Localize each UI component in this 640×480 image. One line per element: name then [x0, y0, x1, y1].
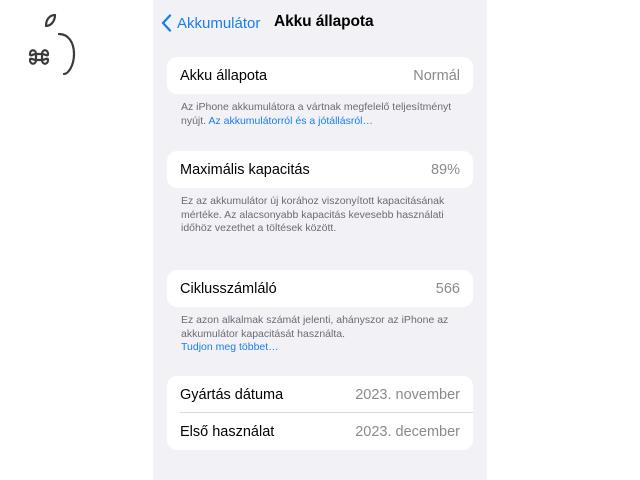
battery-warranty-link[interactable]: Az akkumulátorról és a jótállásról…: [208, 114, 374, 127]
first-use-row: [167, 413, 473, 450]
first-use-value: 2023. december: [355, 423, 460, 440]
first-use-label: Első használat: [180, 423, 275, 440]
max-capacity-footer: Ez az akkumulátor új korához viszonyított kapacitásának mértéke. Az alacsonyabb kapacitás kevesebb használati időhöz vezethet a töltések között.: [181, 195, 445, 235]
battery-health-footer-text: Az iPhone akkumulátora a vártnak megfelelő teljesítményt nyújt.: [181, 101, 452, 127]
chevron-left-icon: [161, 14, 172, 32]
navigation-bar: [153, 0, 487, 44]
back-button-label: Akkumulátor: [177, 14, 261, 32]
max-capacity-label: Maximális kapacitás: [180, 161, 310, 178]
max-capacity-row: [167, 151, 473, 188]
battery-health-card: [167, 57, 473, 94]
page-title: Akku állapota: [274, 13, 374, 30]
battery-health-label: Akku állapota: [180, 67, 268, 84]
max-capacity-value: 89%: [430, 161, 460, 178]
dates-card: [167, 376, 473, 450]
back-button[interactable]: [161, 12, 260, 34]
cycle-count-value: 566: [435, 280, 460, 297]
cycle-count-row: [167, 270, 473, 307]
battery-health-value: Normál: [413, 67, 460, 84]
battery-health-row: [167, 57, 473, 94]
learn-more-link[interactable]: Tudjon meg többet…: [181, 341, 279, 354]
cycle-count-label: Ciklusszámláló: [180, 280, 277, 297]
apple-command-logo-icon: [20, 12, 80, 82]
cycle-count-footer: [181, 314, 471, 355]
cycle-count-card: [167, 270, 473, 307]
manufacture-date-row: [167, 376, 473, 413]
manufacture-date-label: Gyártás dátuma: [180, 386, 284, 403]
max-capacity-card: [167, 151, 473, 188]
settings-screen: [153, 0, 487, 480]
manufacture-date-value: 2023. november: [355, 386, 460, 403]
battery-health-footer: [181, 101, 471, 128]
cycle-count-footer-text: Ez azon alkalmak számát jelenti, ahányszor az iPhone az akkumulátor kapacitását használta.: [181, 314, 449, 340]
